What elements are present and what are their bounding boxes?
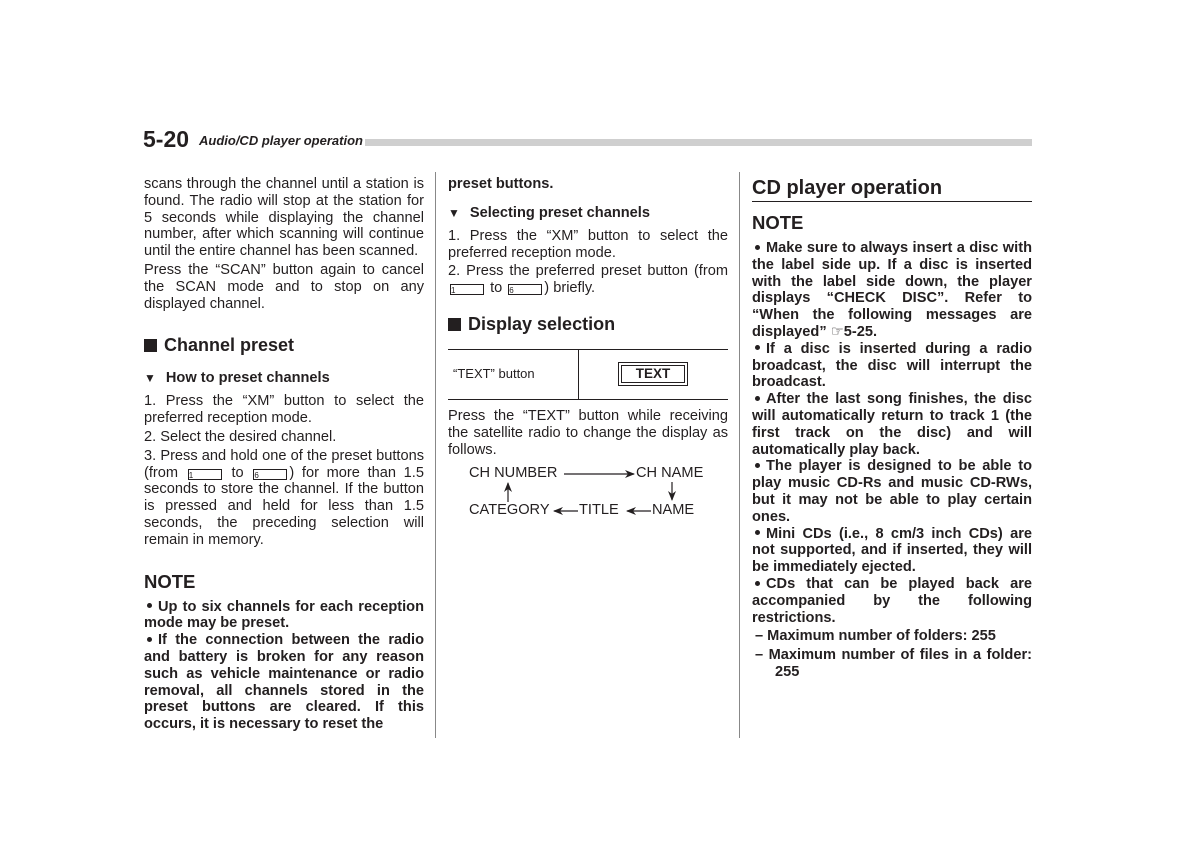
- step-1: 1. Press the “XM” button to select the preferred reception mode.: [144, 393, 424, 427]
- bullet-dot-icon: [755, 581, 760, 586]
- note-item: Up to six channels for each reception mode may be preset.: [144, 598, 424, 632]
- bullet-dot-icon: [755, 345, 760, 350]
- scan-stop-paragraph: Press the “SCAN” button again to cancel the SCAN mode and to stop on any displayed channel.: [144, 261, 424, 312]
- display-selection-heading: Display selection: [448, 313, 728, 335]
- square-bullet-icon: [448, 318, 461, 331]
- step-1: 1. Press the “XM” button to select the preferred reception mode.: [448, 227, 728, 261]
- preset-button-6-icon: 6: [253, 469, 287, 480]
- bullet-dot-icon: [755, 530, 760, 535]
- column-3: [752, 176, 1032, 681]
- preset-button-1-icon: 1: [188, 469, 222, 480]
- triangle-down-icon: ▼: [448, 205, 460, 220]
- header-rule: [365, 139, 1032, 146]
- display-paragraph: Press the “TEXT” button while receiving the satellite radio to change the display as follows.: [448, 407, 728, 458]
- note-heading: NOTE: [144, 570, 196, 592]
- step-2: 2. Press the preferred preset button (from 1 to 6 ) briefly.: [448, 263, 728, 297]
- restriction-item: – Maximum number of files in a folder: 255: [755, 647, 1032, 680]
- page-header: [143, 126, 1032, 152]
- section-title: Audio/CD player operation: [199, 133, 363, 148]
- square-bullet-icon: [144, 339, 157, 352]
- bullet-dot-icon: [147, 603, 152, 608]
- text-button-illustration: TEXT: [618, 362, 688, 386]
- column-divider: [435, 172, 436, 738]
- note-item: After the last song finishes, the disc will automatically return to track 1 (the first track on the disc) and will automatically play back.: [752, 391, 1032, 458]
- triangle-down-icon: ▼: [144, 371, 156, 386]
- continued-text: preset buttons.: [448, 176, 554, 192]
- note-item: If the connection between the radio and battery is broken for any reason such as vehicle maintenance or radio removal, all channels stored in the preset buttons are cleared. If this occurs, it is necessary to reset the: [144, 632, 424, 733]
- channel-preset-heading: Channel preset: [144, 334, 424, 356]
- how-to-preset-heading: ▼ How to preset channels: [144, 370, 330, 387]
- preset-button-6-icon: 6: [508, 284, 542, 295]
- bullet-dot-icon: [147, 637, 152, 642]
- step-3: 3. Press and hold one of the preset buttons (from 1 to 6 ) for more than 1.5 seconds to store the channel. If the button is pressed and held for less than 1.5 seconds, the preceding selection will remain in memory.: [144, 447, 424, 548]
- scan-paragraph: scans through the channel until a station is found. The radio will stop at the station for 5 seconds while displaying the channel number, after which scanning will continue until the entire channel has been scanned.: [144, 176, 424, 260]
- cd-player-heading: CD player operation: [752, 176, 1032, 202]
- page-number: 5-20: [143, 126, 190, 152]
- text-button-table: [448, 349, 728, 400]
- column-1: [144, 176, 424, 733]
- note-item: CDs that can be played back are accompanied by the following restrictions.: [752, 575, 1032, 626]
- note-heading: NOTE: [752, 212, 804, 233]
- restriction-item: – Maximum number of folders: 255: [755, 628, 996, 645]
- bullet-dot-icon: [755, 463, 760, 468]
- flow-ch-number: CH NUMBER: [469, 465, 558, 482]
- column-divider: [739, 172, 740, 738]
- flow-name: NAME: [652, 502, 695, 519]
- note-item: Make sure to always insert a disc with the label side up. If a disc is inserted with the label side down, the player displays “CHECK DISC”. Refer to “When the following messages are displayed” ☞5-25.: [752, 240, 1032, 340]
- column-2: [448, 176, 728, 524]
- flow-title: TITLE: [579, 502, 619, 519]
- reference-icon: ☞: [830, 323, 844, 340]
- flow-ch-name: CH NAME: [636, 465, 704, 482]
- preset-button-1-icon: 1: [450, 284, 484, 295]
- note-item: If a disc is inserted during a radio broadcast, the disc will interrupt the broadcast.: [752, 340, 1032, 391]
- note-item: The player is designed to be able to play music CD-Rs and music CD-RWs, but it may not be able to play certain ones.: [752, 458, 1032, 525]
- bullet-dot-icon: [755, 396, 760, 401]
- display-cycle-diagram: [448, 464, 728, 524]
- table-label: “TEXT” button: [453, 365, 535, 381]
- selecting-preset-heading: ▼ Selecting preset channels: [448, 204, 650, 221]
- step-2: 2. Select the desired channel.: [144, 428, 337, 445]
- note-item: Mini CDs (i.e., 8 cm/3 inch CDs) are not supported, and if inserted, they will be immediately ejected.: [752, 525, 1032, 576]
- bullet-dot-icon: [755, 245, 760, 250]
- flow-category: CATEGORY: [469, 502, 550, 519]
